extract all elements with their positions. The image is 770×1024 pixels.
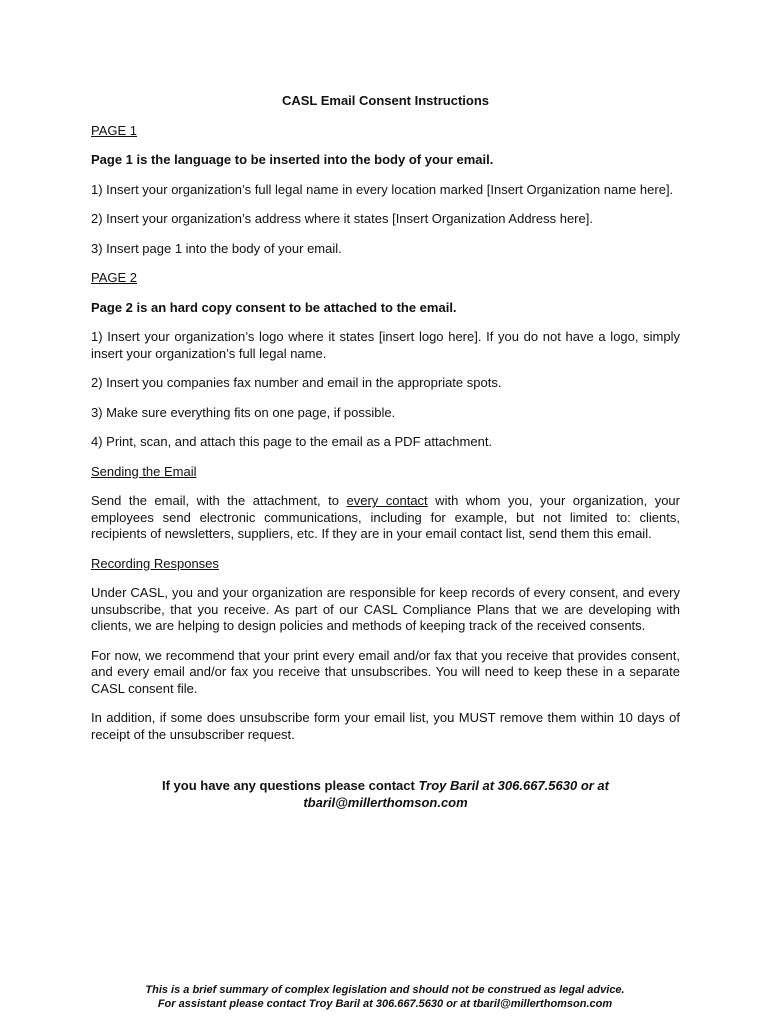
sending-text-after: with whom you, your organization, your employees send electronic communications, including for example, but not limited to: clients, recipients of newsletters, suppliers, etc. If they are in your email contact list, send them this email. [91, 493, 680, 541]
footer-line-1: This is a brief summary of complex legislation and should not be construed as legal advice. [145, 984, 625, 996]
page1-item-2: 2) Insert your organization’s address where it states [Insert Organization Address here]. [91, 211, 593, 226]
recording-paragraph-2: For now, we recommend that your print every email and/or fax that you receive that provides consent, and every email and/or fax you receive that unsubscribes. You will need to keep these in a separate CASL consent file. [91, 647, 680, 696]
sending-paragraph [91, 493, 680, 543]
footer-disclaimer [0, 983, 770, 1011]
page1-subheading: Page 1 is the language to be inserted into the body of your email. [91, 152, 494, 167]
recording-paragraph-3: In addition, if some does unsubscribe form your email list, you MUST remove them within 10 days of receipt of the unsubscriber request. [91, 710, 680, 742]
sending-heading: Sending the Email [91, 463, 197, 479]
page2-item-4: 4) Print, scan, and attach this page to the email as a PDF attachment. [91, 434, 493, 449]
page2-heading: PAGE 2 [91, 270, 138, 285]
recording-paragraph-1: Under CASL, you and your organization are responsible for keep records of every consent, and every unsubscribe, that you receive. As part of our CASL Compliance Plans that we are developing with clients, we are helping to design policies and methods of keeping track of the received consents. [91, 585, 680, 633]
contact-prefix: If you have any questions please contact [161, 778, 419, 793]
contact-block [91, 777, 680, 811]
page1-heading: PAGE 1 [91, 122, 138, 138]
page1-item-3: 3) Insert page 1 into the body of your email. [91, 240, 342, 256]
recording-heading: Recording Responses [91, 555, 219, 571]
page1-item-1: 1) Insert your organization’s full legal name in every location marked [Insert Organization name here]. [91, 181, 674, 197]
page2-item-3: 3) Make sure everything fits on one page, if possible. [91, 404, 396, 420]
contact-name-phone: Troy Baril at 306.667.5630 or at tbaril@millerthomson.com [303, 778, 609, 810]
document-title: CASL Email Consent Instructions [281, 93, 490, 108]
sending-text-before: Send the email, with the attachment, to [91, 493, 347, 508]
page2-item-1: 1) Insert your organization’s logo where it states [insert logo here]. If you do not have a logo, simply insert your organization’s full legal name. [91, 329, 680, 361]
footer-line-2: For assistant please contact Troy Baril at 306.667.5630 or at tbaril@millerthomson.com [157, 998, 613, 1010]
page2-item-2: 2) Insert you companies fax number and email in the appropriate spots. [91, 375, 502, 390]
page2-subheading: Page 2 is an hard copy consent to be attached to the email. [91, 299, 457, 315]
sending-emphasis: every contact [346, 493, 428, 508]
document-body [91, 93, 680, 811]
